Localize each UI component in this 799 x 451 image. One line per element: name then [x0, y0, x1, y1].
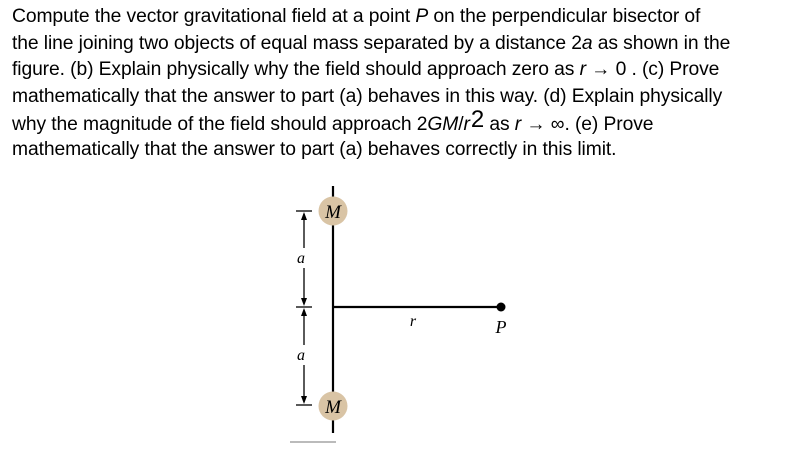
point-p-label: P: [495, 317, 507, 337]
problem-line-3: figure. (b) Explain physically why the field should approach zero as r → 0 . (c) Prove: [12, 59, 720, 80]
a-lower-label: a: [297, 347, 305, 364]
problem-line-6: mathematically that the answer to part (a) behaves correctly in this limit.: [12, 138, 617, 160]
mass-top-label: M: [325, 202, 341, 223]
figure-credit-mark: [290, 441, 336, 443]
mass-top: [319, 197, 348, 226]
problem-line-2: the line joining two objects of equal mass separated by a distance 2a as shown in the: [12, 32, 731, 54]
problem-line-5: why the magnitude of the field should approach 2GM/r2 as r → ∞. (e) Prove: [12, 106, 654, 135]
problem-line-1: Compute the vector gravitational field at a point P on the perpendicular bisector of: [12, 6, 701, 27]
dimension-markers: [296, 211, 312, 405]
a-upper-label: a: [297, 250, 305, 267]
problem-line-4: mathematically that the answer to part (a) behaves in this way. (d) Explain physically: [12, 85, 723, 107]
mass-bottom-label: M: [325, 397, 341, 418]
point-p-dot: [497, 303, 506, 312]
r-label: r: [409, 313, 417, 330]
mass-bottom: [319, 392, 348, 421]
